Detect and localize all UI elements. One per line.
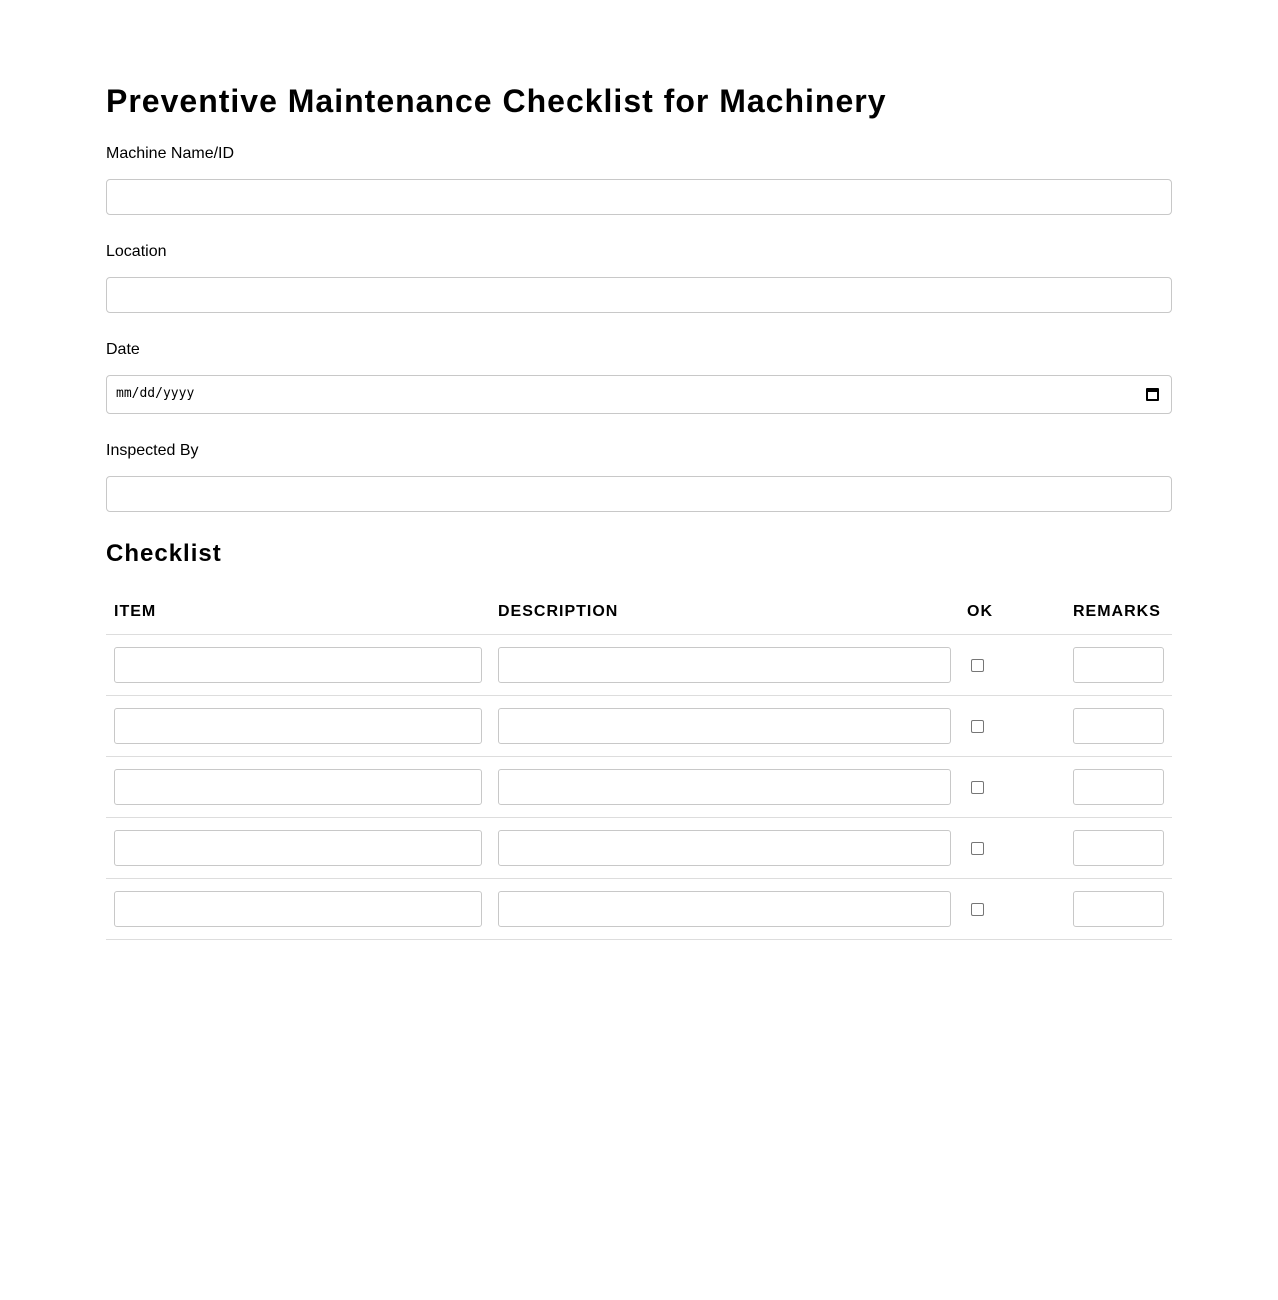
ok-checkbox[interactable]	[971, 842, 984, 855]
date-input[interactable]	[106, 375, 1172, 414]
inspected-by-input[interactable]	[106, 476, 1172, 512]
machine-name-label: Machine Name/ID	[106, 145, 235, 162]
checklist-heading: Checklist	[106, 540, 222, 567]
inspected-by-label: Inspected By	[106, 442, 199, 459]
row-divider	[106, 939, 1172, 940]
machine-name-input[interactable]	[106, 179, 1172, 215]
description-input[interactable]	[498, 830, 951, 866]
row-divider	[106, 695, 1172, 696]
remarks-input[interactable]	[1073, 708, 1164, 744]
column-header-description: DESCRIPTION	[498, 603, 619, 620]
location-label: Location	[106, 243, 167, 260]
date-label: Date	[106, 341, 140, 358]
remarks-input[interactable]	[1073, 830, 1164, 866]
ok-checkbox[interactable]	[971, 781, 984, 794]
column-header-remarks: REMARKS	[1073, 603, 1161, 620]
description-input[interactable]	[498, 647, 951, 683]
ok-checkbox[interactable]	[971, 903, 984, 916]
remarks-input[interactable]	[1073, 647, 1164, 683]
row-divider	[106, 878, 1172, 879]
item-input[interactable]	[114, 647, 482, 683]
description-input[interactable]	[498, 708, 951, 744]
ok-checkbox[interactable]	[971, 720, 984, 733]
date-placeholder: mm/dd/yyyy	[116, 386, 195, 401]
description-input[interactable]	[498, 769, 951, 805]
row-divider	[106, 756, 1172, 757]
column-header-item: ITEM	[114, 603, 157, 620]
item-input[interactable]	[114, 708, 482, 744]
row-divider	[106, 817, 1172, 818]
page-title: Preventive Maintenance Checklist for Machinery	[106, 83, 887, 119]
remarks-input[interactable]	[1073, 769, 1164, 805]
item-input[interactable]	[114, 769, 482, 805]
item-input[interactable]	[114, 891, 482, 927]
location-input[interactable]	[106, 277, 1172, 313]
description-input[interactable]	[498, 891, 951, 927]
header-divider	[106, 634, 1172, 635]
item-input[interactable]	[114, 830, 482, 866]
calendar-icon[interactable]	[1146, 388, 1159, 401]
remarks-input[interactable]	[1073, 891, 1164, 927]
column-header-ok: OK	[967, 603, 993, 620]
ok-checkbox[interactable]	[971, 659, 984, 672]
